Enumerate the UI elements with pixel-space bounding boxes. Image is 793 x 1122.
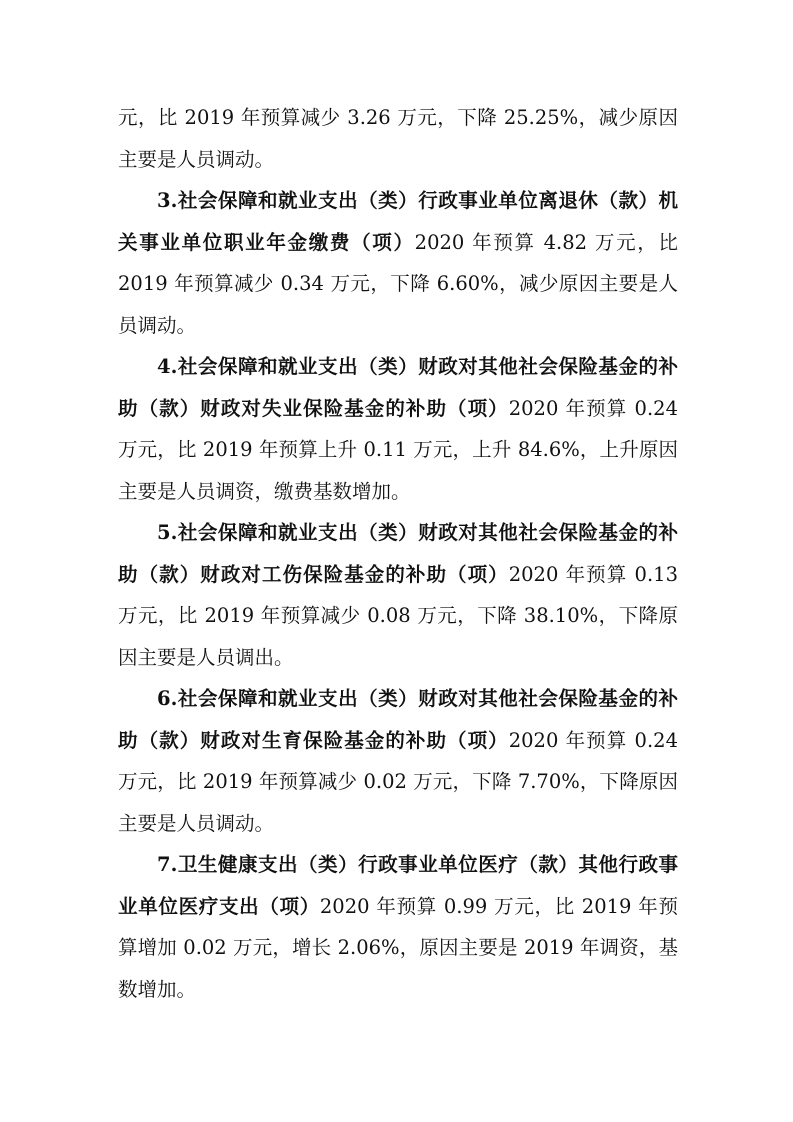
paragraph-body: 2020 年预算 0.99 万元，比 2019 年预算增加 0.02 万元，增长 2.06%，原因主要是 2019 年调资，基数增加。 (118, 894, 678, 1001)
paragraph-body: 元，比 2019 年预算减少 3.26 万元，下降 25.25%，减少原因主要是人员调动。 (118, 106, 678, 171)
paragraph-body: 2020 年预算 0.13 万元，比 2019 年预算减少 0.08 万元，下降 38.10%，下降原因主要是人员调出。 (118, 562, 678, 669)
document-body (118, 97, 678, 1010)
paragraph-body: 2020 年预算 0.24 万元，比 2019 年预算上升 0.11 万元，上升 84.6%，上升原因主要是人员调资，缴费基数增加。 (118, 396, 678, 503)
paragraph-item-5 (118, 512, 678, 678)
item-heading: 4.社会保障和就业支出（类）财政对其他社会保险基金的补助（款）财政对失业保险基金的补助（项） (118, 355, 678, 420)
paragraph-body: 2020 年预算 4.82 万元，比 2019 年预算减少 0.34 万元，下降 6.60%，减少原因主要是人员调动。 (118, 230, 678, 337)
item-heading: 6.社会保障和就业支出（类）财政对其他社会保险基金的补助（款）财政对生育保险基金的补助（项） (118, 687, 678, 752)
paragraph-continuation (118, 97, 678, 180)
paragraph-item-6 (118, 678, 678, 844)
item-heading: 3.社会保障和就业支出（类）行政事业单位离退休（款）机关事业单位职业年金缴费（项） (118, 189, 678, 254)
paragraph-item-7 (118, 844, 678, 1010)
item-heading: 5.社会保障和就业支出（类）财政对其他社会保险基金的补助（款）财政对工伤保险基金的补助（项） (118, 521, 678, 586)
paragraph-item-3 (118, 180, 678, 346)
paragraph-item-4 (118, 346, 678, 512)
paragraph-body: 2020 年预算 0.24 万元，比 2019 年预算减少 0.02 万元，下降 7.70%，下降原因主要是人员调动。 (118, 728, 678, 835)
item-heading: 7.卫生健康支出（类）行政事业单位医疗（款）其他行政事业单位医疗支出（项） (118, 853, 678, 918)
